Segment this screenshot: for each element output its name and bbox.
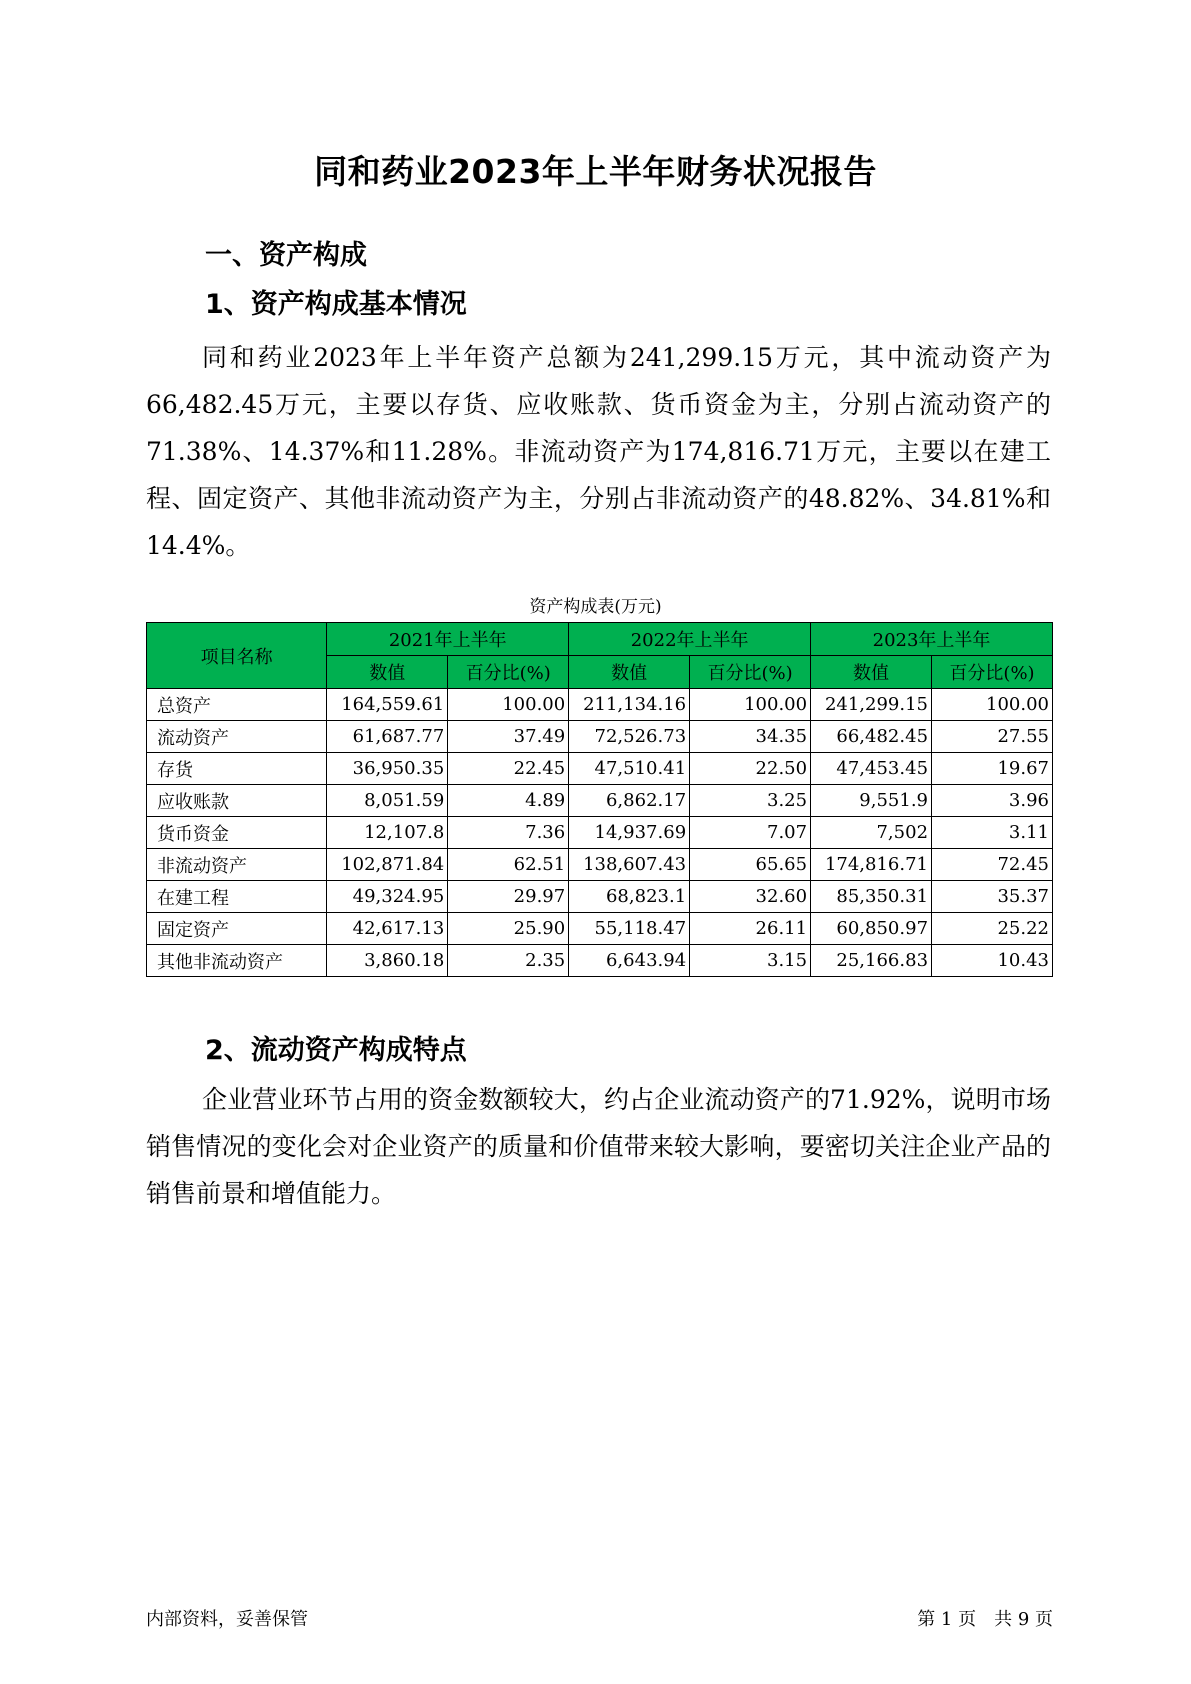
row-label: 非流动资产 — [147, 849, 327, 881]
percent-cell: 3.25 — [690, 785, 811, 817]
percent-cell: 10.43 — [932, 945, 1053, 977]
percent-cell: 65.65 — [690, 849, 811, 881]
value-cell: 25,166.83 — [811, 945, 932, 977]
value-cell: 6,862.17 — [569, 785, 690, 817]
footer-confidential-note: 内部资料，妥善保管 — [146, 1609, 308, 1630]
row-label: 货币资金 — [147, 817, 327, 849]
percent-cell: 32.60 — [690, 881, 811, 913]
row-label: 固定资产 — [147, 913, 327, 945]
table-row — [147, 785, 1053, 817]
percent-cell: 7.36 — [448, 817, 569, 849]
value-cell: 14,937.69 — [569, 817, 690, 849]
percent-cell: 27.55 — [932, 721, 1053, 753]
value-cell: 164,559.61 — [327, 689, 448, 721]
header-percent: 百分比(%) — [932, 656, 1053, 689]
percent-cell: 22.45 — [448, 753, 569, 785]
table-row — [147, 817, 1053, 849]
percent-cell: 25.22 — [932, 913, 1053, 945]
table-row — [147, 849, 1053, 881]
value-cell: 3,860.18 — [327, 945, 448, 977]
section-heading-asset-composition: 一、资产构成 — [205, 240, 367, 271]
percent-cell: 100.00 — [690, 689, 811, 721]
table-body — [147, 689, 1053, 977]
header-period-2023: 2023年上半年 — [811, 623, 1053, 656]
header-value: 数值 — [569, 656, 690, 689]
asset-composition-table — [146, 622, 1053, 977]
value-cell: 85,350.31 — [811, 881, 932, 913]
header-value: 数值 — [327, 656, 448, 689]
table-row — [147, 913, 1053, 945]
value-cell: 36,950.35 — [327, 753, 448, 785]
value-cell: 49,324.95 — [327, 881, 448, 913]
value-cell: 8,051.59 — [327, 785, 448, 817]
value-cell: 9,551.9 — [811, 785, 932, 817]
row-label: 在建工程 — [147, 881, 327, 913]
value-cell: 47,510.41 — [569, 753, 690, 785]
header-period-2022: 2022年上半年 — [569, 623, 811, 656]
footer-page-number: 第 1 页 共 9 页 — [917, 1609, 1053, 1630]
table-header-row-periods — [147, 623, 1053, 656]
header-period-2021: 2021年上半年 — [327, 623, 569, 656]
percent-cell: 7.07 — [690, 817, 811, 849]
row-label: 存货 — [147, 753, 327, 785]
percent-cell: 22.50 — [690, 753, 811, 785]
percent-cell: 34.35 — [690, 721, 811, 753]
row-label: 总资产 — [147, 689, 327, 721]
row-label: 其他非流动资产 — [147, 945, 327, 977]
row-label: 应收账款 — [147, 785, 327, 817]
table-row — [147, 689, 1053, 721]
value-cell: 68,823.1 — [569, 881, 690, 913]
table-row — [147, 945, 1053, 977]
percent-cell: 19.67 — [932, 753, 1053, 785]
value-cell: 72,526.73 — [569, 721, 690, 753]
percent-cell: 2.35 — [448, 945, 569, 977]
value-cell: 60,850.97 — [811, 913, 932, 945]
current-assets-paragraph: 企业营业环节占用的资金数额较大，约占企业流动资产的71.92%，说明市场销售情况的变化会对企业资产的质量和价值带来较大影响，要密切关注企业产品的销售前景和增值能力。 — [146, 1085, 1051, 1208]
table-row — [147, 721, 1053, 753]
percent-cell: 25.90 — [448, 913, 569, 945]
row-label: 流动资产 — [147, 721, 327, 753]
value-cell: 174,816.71 — [811, 849, 932, 881]
percent-cell: 72.45 — [932, 849, 1053, 881]
value-cell: 12,107.8 — [327, 817, 448, 849]
value-cell: 7,502 — [811, 817, 932, 849]
percent-cell: 26.11 — [690, 913, 811, 945]
value-cell: 6,643.94 — [569, 945, 690, 977]
value-cell: 241,299.15 — [811, 689, 932, 721]
percent-cell: 35.37 — [932, 881, 1053, 913]
value-cell: 42,617.13 — [327, 913, 448, 945]
value-cell: 211,134.16 — [569, 689, 690, 721]
subsection-heading-basic-situation: 1、资产构成基本情况 — [205, 289, 467, 320]
header-value: 数值 — [811, 656, 932, 689]
header-item-name: 项目名称 — [147, 623, 327, 689]
percent-cell: 100.00 — [932, 689, 1053, 721]
subsection-heading-current-assets: 2、流动资产构成特点 — [205, 1035, 467, 1066]
percent-cell: 29.97 — [448, 881, 569, 913]
table-row — [147, 753, 1053, 785]
value-cell: 138,607.43 — [569, 849, 690, 881]
percent-cell: 37.49 — [448, 721, 569, 753]
header-percent: 百分比(%) — [448, 656, 569, 689]
value-cell: 66,482.45 — [811, 721, 932, 753]
value-cell: 55,118.47 — [569, 913, 690, 945]
percent-cell: 4.89 — [448, 785, 569, 817]
percent-cell: 62.51 — [448, 849, 569, 881]
value-cell: 47,453.45 — [811, 753, 932, 785]
percent-cell: 3.96 — [932, 785, 1053, 817]
table-row — [147, 881, 1053, 913]
percent-cell: 3.11 — [932, 817, 1053, 849]
percent-cell: 3.15 — [690, 945, 811, 977]
percent-cell: 100.00 — [448, 689, 569, 721]
value-cell: 102,871.84 — [327, 849, 448, 881]
report-title: 同和药业2023年上半年财务状况报告 — [314, 152, 877, 191]
value-cell: 61,687.77 — [327, 721, 448, 753]
asset-summary-paragraph: 同和药业2023年上半年资产总额为241,299.15万元，其中流动资产为66,482.45万元，主要以存货、应收账款、货币资金为主，分别占流动资产的71.38%、14.37%和11.28%。非流动资产为174,816.71万元，主要以在建工程、固定资产、其他非流动资产为主，分别占非流动资产的48.82%、34.81%和14.4%。 — [146, 343, 1051, 560]
table-caption: 资产构成表(万元) — [529, 597, 662, 617]
header-percent: 百分比(%) — [690, 656, 811, 689]
